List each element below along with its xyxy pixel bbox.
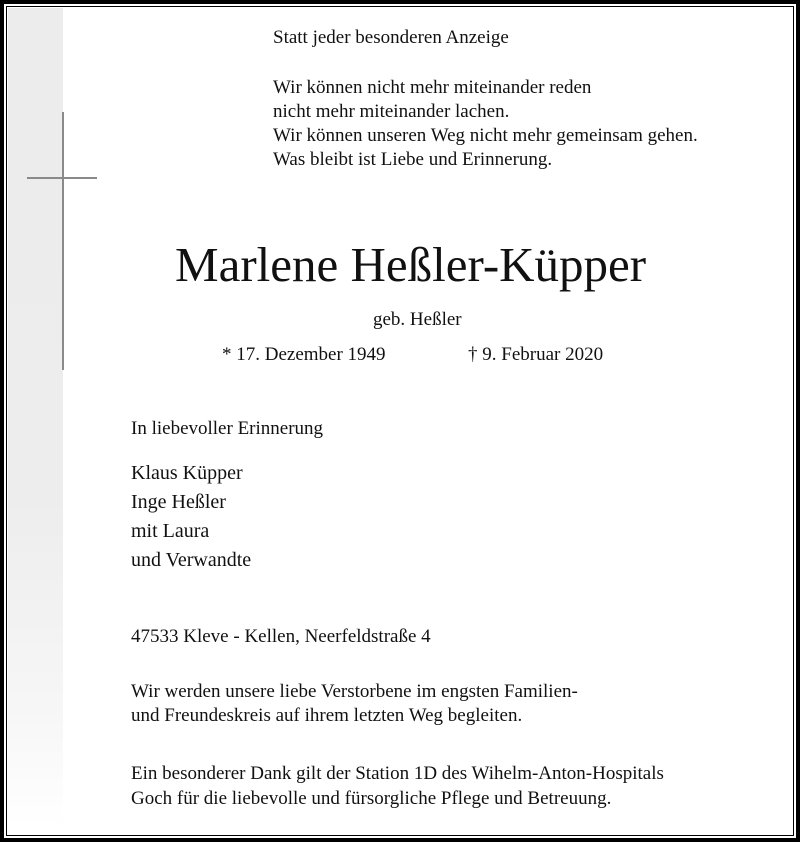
cross-vertical — [62, 112, 64, 370]
poem-line: Was bleibt ist Liebe und Erinnerung. — [273, 149, 553, 170]
death-date: † 9. Februar 2020 — [468, 344, 604, 365]
birth-name: geb. Heßler — [373, 309, 462, 330]
poem-line: Wir können unseren Weg nicht mehr gemeinsam gehen. — [273, 125, 698, 146]
thanks-line: Ein besonderer Dank gilt der Station 1D des Wihelm-Anton-Hospitals — [131, 763, 664, 784]
mourner: Klaus Küpper — [131, 462, 243, 484]
cross-horizontal — [27, 177, 97, 179]
deceased-name: Marlene Heßler-Küpper — [175, 237, 647, 292]
birth-date: * 17. Dezember 1949 — [222, 344, 386, 365]
notice-line: und Freundeskreis auf ihrem letzten Weg begleiten. — [131, 705, 523, 726]
mourner: und Verwandte — [131, 549, 252, 571]
mourner: mit Laura — [131, 520, 210, 542]
thanks-line: Goch für die liebevolle und fürsorgliche Pflege und Betreuung. — [131, 788, 612, 809]
poem-line: Wir können nicht mehr miteinander reden — [273, 77, 592, 98]
address: 47533 Kleve - Kellen, Neerfeldstraße 4 — [131, 626, 431, 647]
memory-text: In liebevoller Erinnerung — [131, 418, 324, 439]
intro-text: Statt jeder besonderen Anzeige — [273, 27, 509, 48]
notice-line: Wir werden unsere liebe Verstorbene im engsten Familien- — [131, 681, 578, 702]
mourner: Inge Heßler — [131, 491, 226, 513]
gray-side-strip — [8, 8, 63, 828]
poem-line: nicht mehr miteinander lachen. — [273, 101, 510, 122]
